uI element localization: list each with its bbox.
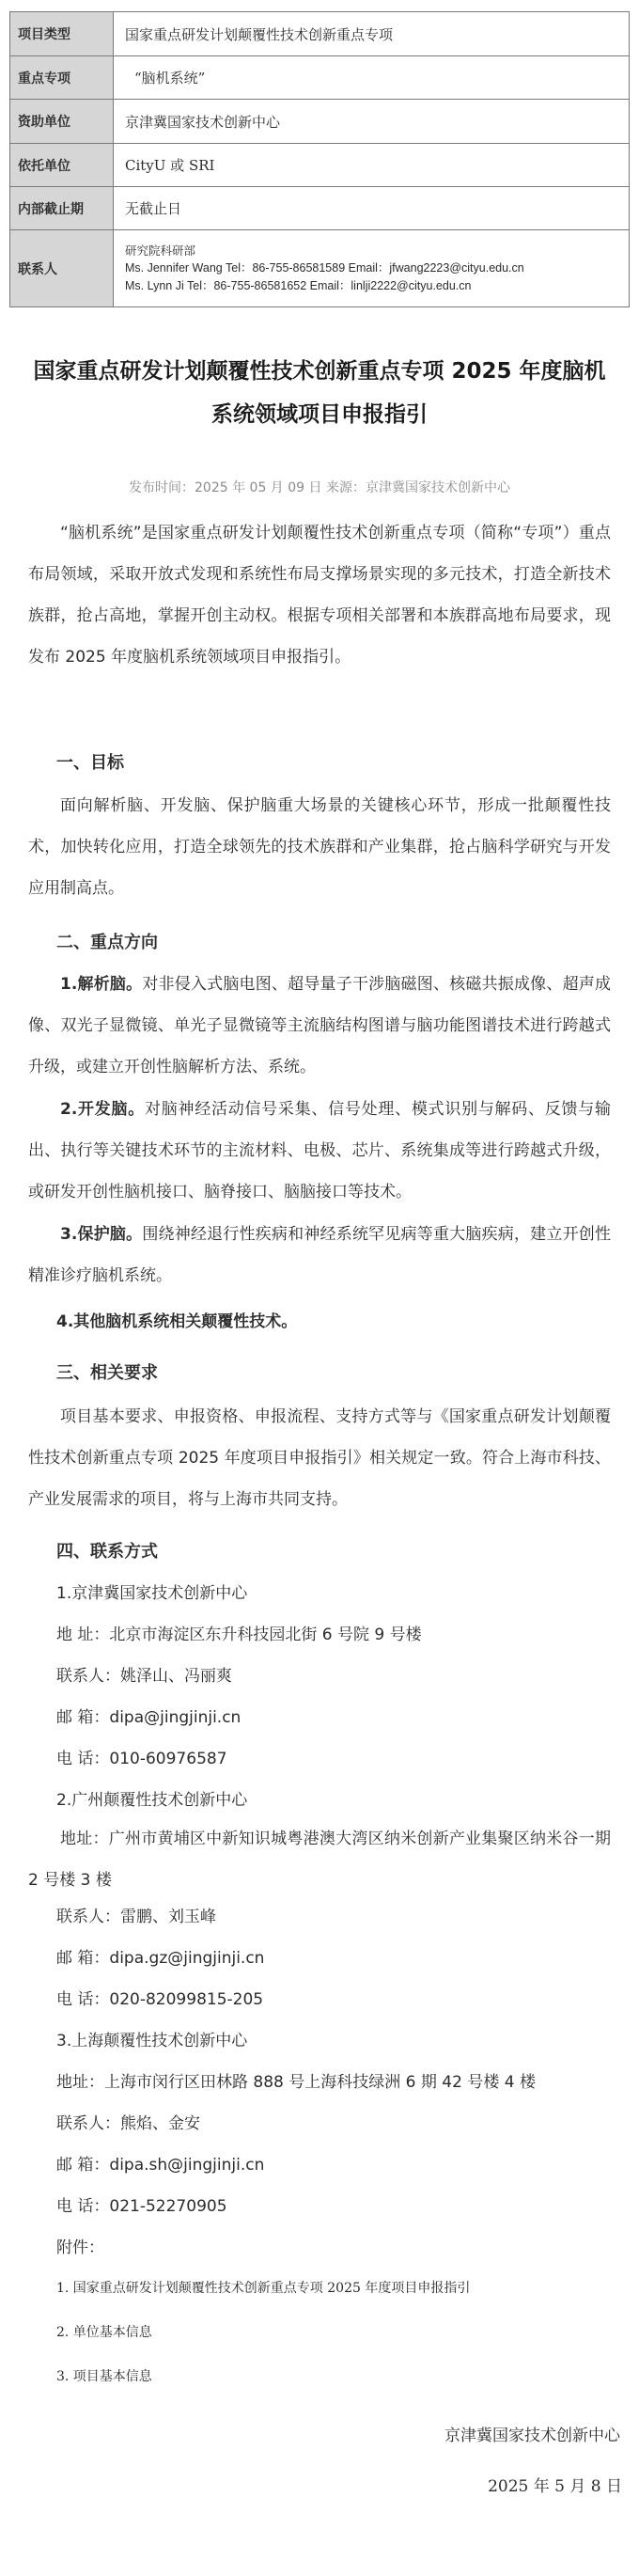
- attachments-heading: 附件：: [56, 2238, 104, 2257]
- info-row-contact: [10, 230, 630, 307]
- info-row-host: [10, 144, 630, 187]
- contact-phone: 电 话：021-52270905: [56, 2197, 227, 2216]
- contact-people: 联系人：姚泽山、冯丽爽: [56, 1667, 232, 1686]
- info-value: 无截止日: [114, 187, 630, 230]
- info-label: 联系人: [10, 230, 114, 307]
- contact-people: 联系人：雷鹏、刘玉峰: [56, 1908, 216, 1926]
- direction-body: 围绕神经退行性疾病和神经系统罕见病等重大脑疾病，建立开创性精准诊疗脑机系统。: [28, 1225, 611, 1285]
- attachment-link[interactable]: 3. 项目基本信息: [56, 2369, 152, 2384]
- section-heading: 二、重点方向: [56, 933, 158, 952]
- contact-phone: 电 话：020-82099815-205: [56, 1990, 264, 2009]
- info-value: 京津冀国家技术创新中心: [114, 100, 630, 144]
- sign-date: 2025 年 5 月 8 日: [488, 2477, 622, 2496]
- info-row-program: [10, 56, 630, 100]
- direction-head: 1.解析脑。: [60, 975, 143, 994]
- attachment-link[interactable]: 2. 单位基本信息: [56, 2325, 152, 2340]
- contact-people: 联系人：熊焰、金安: [56, 2114, 200, 2133]
- direction-paragraph: [28, 964, 611, 1088]
- contact-address: 地址：上海市闵行区田林路 888 号上海科技绿洲 6 期 42 号楼 4 楼: [56, 2073, 536, 2092]
- direction-heading: 4.其他脑机系统相关颠覆性技术。: [56, 1312, 298, 1331]
- info-value: CityU 或 SRI: [114, 144, 630, 187]
- contact-dept: 研究院科研部: [125, 243, 196, 258]
- contact-org-name: 1.京津冀国家技术创新中心: [56, 1584, 248, 1603]
- article-title: 国家重点研发计划颠覆性技术创新重点专项 2025 年度脑机系统领域项目申报指引: [33, 359, 606, 427]
- contact-org-name: 3.上海颠覆性技术创新中心: [56, 2032, 248, 2050]
- info-row-type: [10, 12, 630, 56]
- info-label: 重点专项: [10, 56, 114, 100]
- section-heading: 三、相关要求: [56, 1363, 158, 1383]
- contact-phone: 电 话：010-60976587: [56, 1750, 227, 1768]
- section-paragraph: 面向解析脑、开发脑、保护脑重大场景的关键核心环节，形成一批颠覆性技术，加快转化应用，打造全球领先的技术族群和产业集群，抢占脑科学研究与开发应用制高点。: [28, 796, 611, 898]
- direction-head: 3.保护脑。: [60, 1225, 143, 1244]
- contact-line: Ms. Lynn Ji Tel：86-755-86581652 Email：linlji2222@cityu.edu.cn: [125, 279, 472, 292]
- contact-org-name: 2.广州颠覆性技术创新中心: [56, 1791, 248, 1810]
- direction-head: 2.开发脑。: [60, 1100, 145, 1119]
- direction-paragraph: [28, 1089, 611, 1213]
- contact-line: Ms. Jennifer Wang Tel：86-755-86581589 Email：jfwang2223@cityu.edu.cn: [125, 261, 524, 275]
- info-value: 国家重点研发计划颠覆性技术创新重点专项: [114, 12, 630, 56]
- contact-email: 邮 箱：dipa.sh@jingjinji.cn: [56, 2156, 265, 2175]
- section-heading: 一、目标: [56, 753, 124, 773]
- contact-address: 地址：广州市黄埔区中新知识城粤港澳大湾区纳米创新产业集聚区纳米谷一期 2 号楼 3 楼: [28, 1830, 611, 1890]
- direction-paragraph: [28, 1214, 611, 1296]
- section-paragraph: 项目基本要求、申报资格、申报流程、支持方式等与《国家重点研发计划颠覆性技术创新重点专项 2025 年度项目申报指引》相关规定一致。符合上海市科技、产业发展需求的项目，将与上海市共同支持。: [28, 1407, 611, 1509]
- contact-address: 地 址：北京市海淀区东升科技园北街 6 号院 9 号楼: [56, 1626, 422, 1644]
- project-info-table: [9, 11, 630, 307]
- info-label: 资助单位: [10, 100, 114, 144]
- contact-details: [114, 230, 630, 307]
- info-row-funder: [10, 100, 630, 144]
- contact-email: 邮 箱：dipa@jingjinji.cn: [56, 1708, 242, 1727]
- info-label: 项目类型: [10, 12, 114, 56]
- info-row-deadline: [10, 187, 630, 230]
- intro-paragraph: “脑机系统”是国家重点研发计划颠覆性技术创新重点专项（简称“专项”）重点布局领域，采取开放式发现和系统性布局支撑场景实现的多元技术，打造全新技术族群，抢占高地，掌握开创主动权。根据专项相关部署和本族群高地布局要求，现发布 2025 年度脑机系统领域项目申报指引。: [28, 524, 611, 667]
- signature: 京津冀国家技术创新中心: [444, 2427, 620, 2445]
- section-heading: 四、联系方式: [56, 1542, 158, 1562]
- info-label: 内部截止期: [10, 187, 114, 230]
- direction-body: 对非侵入式脑电图、超导量子干涉脑磁图、核磁共振成像、超声成像、双光子显微镜、单光子显微镜等主流脑结构图谱与脑功能图谱技术进行跨越式升级，或建立开创性脑解析方法、系统。: [28, 975, 611, 1076]
- direction-body: 对脑神经活动信号采集、信号处理、模式识别与解码、反馈与输出、执行等关键技术环节的主流材料、电极、芯片、系统集成等进行跨越式升级，或研发开创性脑机接口、脑脊接口、脑脑接口等技术。: [28, 1100, 611, 1202]
- article-meta: 发布时间：2025 年 05 月 09 日 来源：京津冀国家技术创新中心: [129, 480, 510, 495]
- info-value: “脑机系统”: [114, 56, 630, 100]
- info-label: 依托单位: [10, 144, 114, 187]
- contact-email: 邮 箱：dipa.gz@jingjinji.cn: [56, 1949, 265, 1968]
- attachment-link[interactable]: 1. 国家重点研发计划颠覆性技术创新重点专项 2025 年度项目申报指引: [56, 2281, 471, 2296]
